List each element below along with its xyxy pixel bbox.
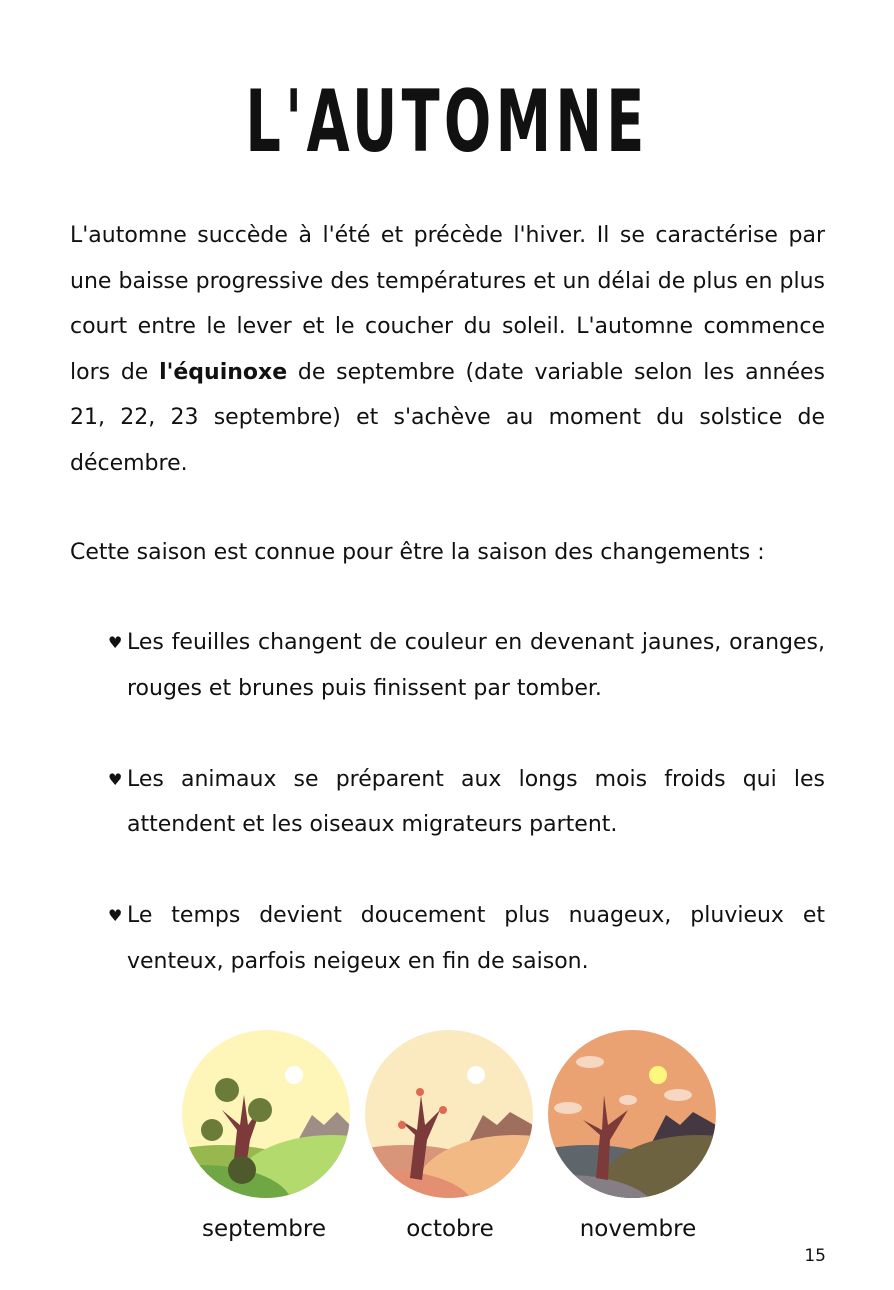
heart-icon: ♥ [108,633,123,652]
list-item-text: Le temps devient doucement plus nuageux, pluvieux et venteux, parfois neigeux en fin de saison. [127,903,825,974]
changes-list [108,620,825,1030]
heart-icon: ♥ [108,906,123,925]
list-item-text: Les feuilles changent de couleur en devenant jaunes, oranges, rouges et brunes puis finissent par tomber. [127,630,825,701]
list-item [108,893,825,984]
list-item-text: Les animaux se préparent aux longs mois froids qui les attendent et les oiseaux migrateurs partent. [127,766,825,837]
lead-paragraph: Cette saison est connue pour être la saison des changements : [70,540,765,565]
label-november: novembre [579,1216,697,1242]
equinoxe-term: l'équinoxe [159,359,288,385]
list-item [108,620,825,711]
page-title: L'AUTOMNE [245,72,649,172]
intro-paragraph [70,213,825,486]
intro-text: L'automne succède à l'été et précède l'hiver. Il se caractérise par une baisse progressive des températures et un délai de plus en plus court entre le lever et le coucher du soleil. L'automne commence lors de [70,223,825,385]
november-illustration [548,1030,716,1198]
list-item [108,757,825,848]
september-illustration [182,1030,350,1198]
october-illustration [365,1030,533,1198]
label-september: septembre [201,1216,326,1242]
page-number: 15 [804,1246,826,1266]
heart-icon: ♥ [108,769,123,789]
label-october: octobre [406,1216,494,1242]
intro-text-end: de septembre (date variable selon les années 21, 22, 23 septembre) et s'achève au moment du solstice de décembre. [70,359,825,476]
